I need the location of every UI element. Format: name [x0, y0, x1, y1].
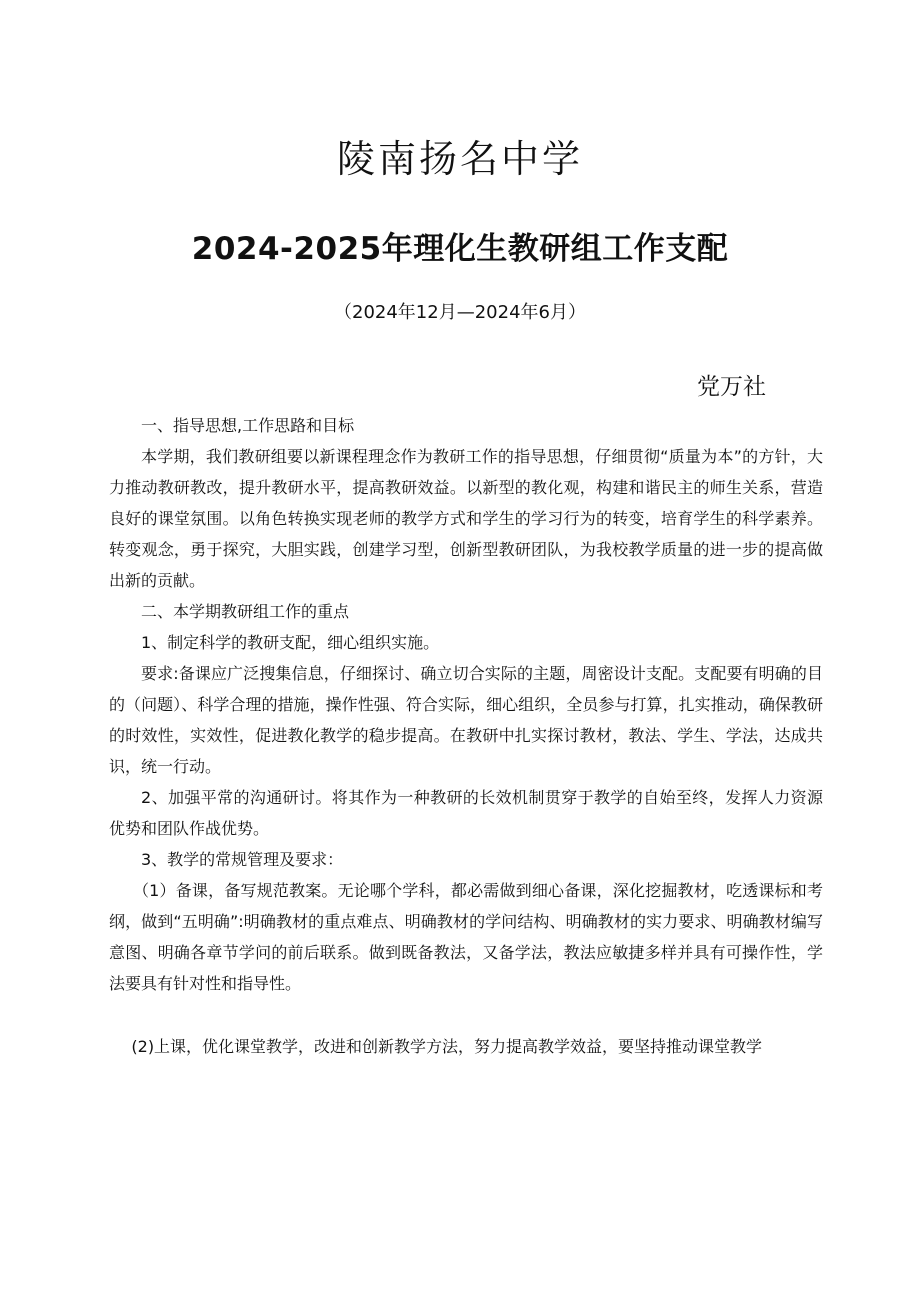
item-communication: 2、加强平常的沟通研讨。将其作为一种教研的长效机制贯穿于教学的自始至终，发挥人力资源优势和团队作战优势。	[109, 788, 823, 838]
item-classroom-teaching: (2)上课，优化课堂教学，改进和创新教学方法，努力提高教学效益，要坚持推动课堂教学	[131, 1037, 763, 1056]
item-plan: 1、制定科学的教研支配，细心组织实施。	[141, 633, 440, 652]
item-routine-management: 3、教学的常规管理及要求：	[141, 850, 344, 869]
item-lesson-preparation: （1）备课，备写规范教案。无论哪个学科，都必需做到细心备课，深化挖掘教材，吃透课标和考纲，做到“五明确”:明确教材的重点难点、明确教材的学问结构、明确教材的实力要求、明确教材编写意图、明确各章节学问的前后联系。做到既备教法，又备学法，教法应敏捷多样并具有可操作性，学法要具有针对性和指导性。	[109, 881, 823, 993]
section-heading-key-work: 二、本学期教研组工作的重点	[141, 602, 350, 621]
author-name: 党万社	[697, 374, 766, 400]
date-range: （2024年12月—2024年6月）	[334, 302, 586, 323]
document-body	[109, 410, 823, 1062]
item-plan-requirements: 要求:备课应广泛搜集信息，仔细探讨、确立切合实际的主题，周密设计支配。支配要有明确的目的（问题）、科学合理的措施，操作性强、符合实际，细心组织，全员参与打算，扎实推动，确保教研的时效性，实效性，促进教化教学的稳步提高。在教研中扎实探讨教材，教法、学生、学法，达成共识，统一行动。	[109, 664, 823, 776]
document-title: 2024-2025年理化生教研组工作支配	[191, 231, 729, 267]
school-name: 陵南扬名中学	[336, 137, 583, 181]
paragraph-guiding-ideas: 本学期，我们教研组要以新课程理念作为教研工作的指导思想，仔细贯彻“质量为本”的方针，大力推动教研教改，提升教研水平，提高教研效益。以新型的教化观，构建和谐民主的师生关系，营造良好的课堂氛围。以角色转换实现老师的教学方式和学生的学习行为的转变，培育学生的科学素养。转变观念，勇于探究，大胆实践，创建学习型，创新型教研团队，为我校教学质量的进一步的提高做出新的贡献。	[109, 447, 823, 590]
section-heading-guiding-ideas: 一、指导思想,工作思路和目标	[141, 416, 355, 435]
